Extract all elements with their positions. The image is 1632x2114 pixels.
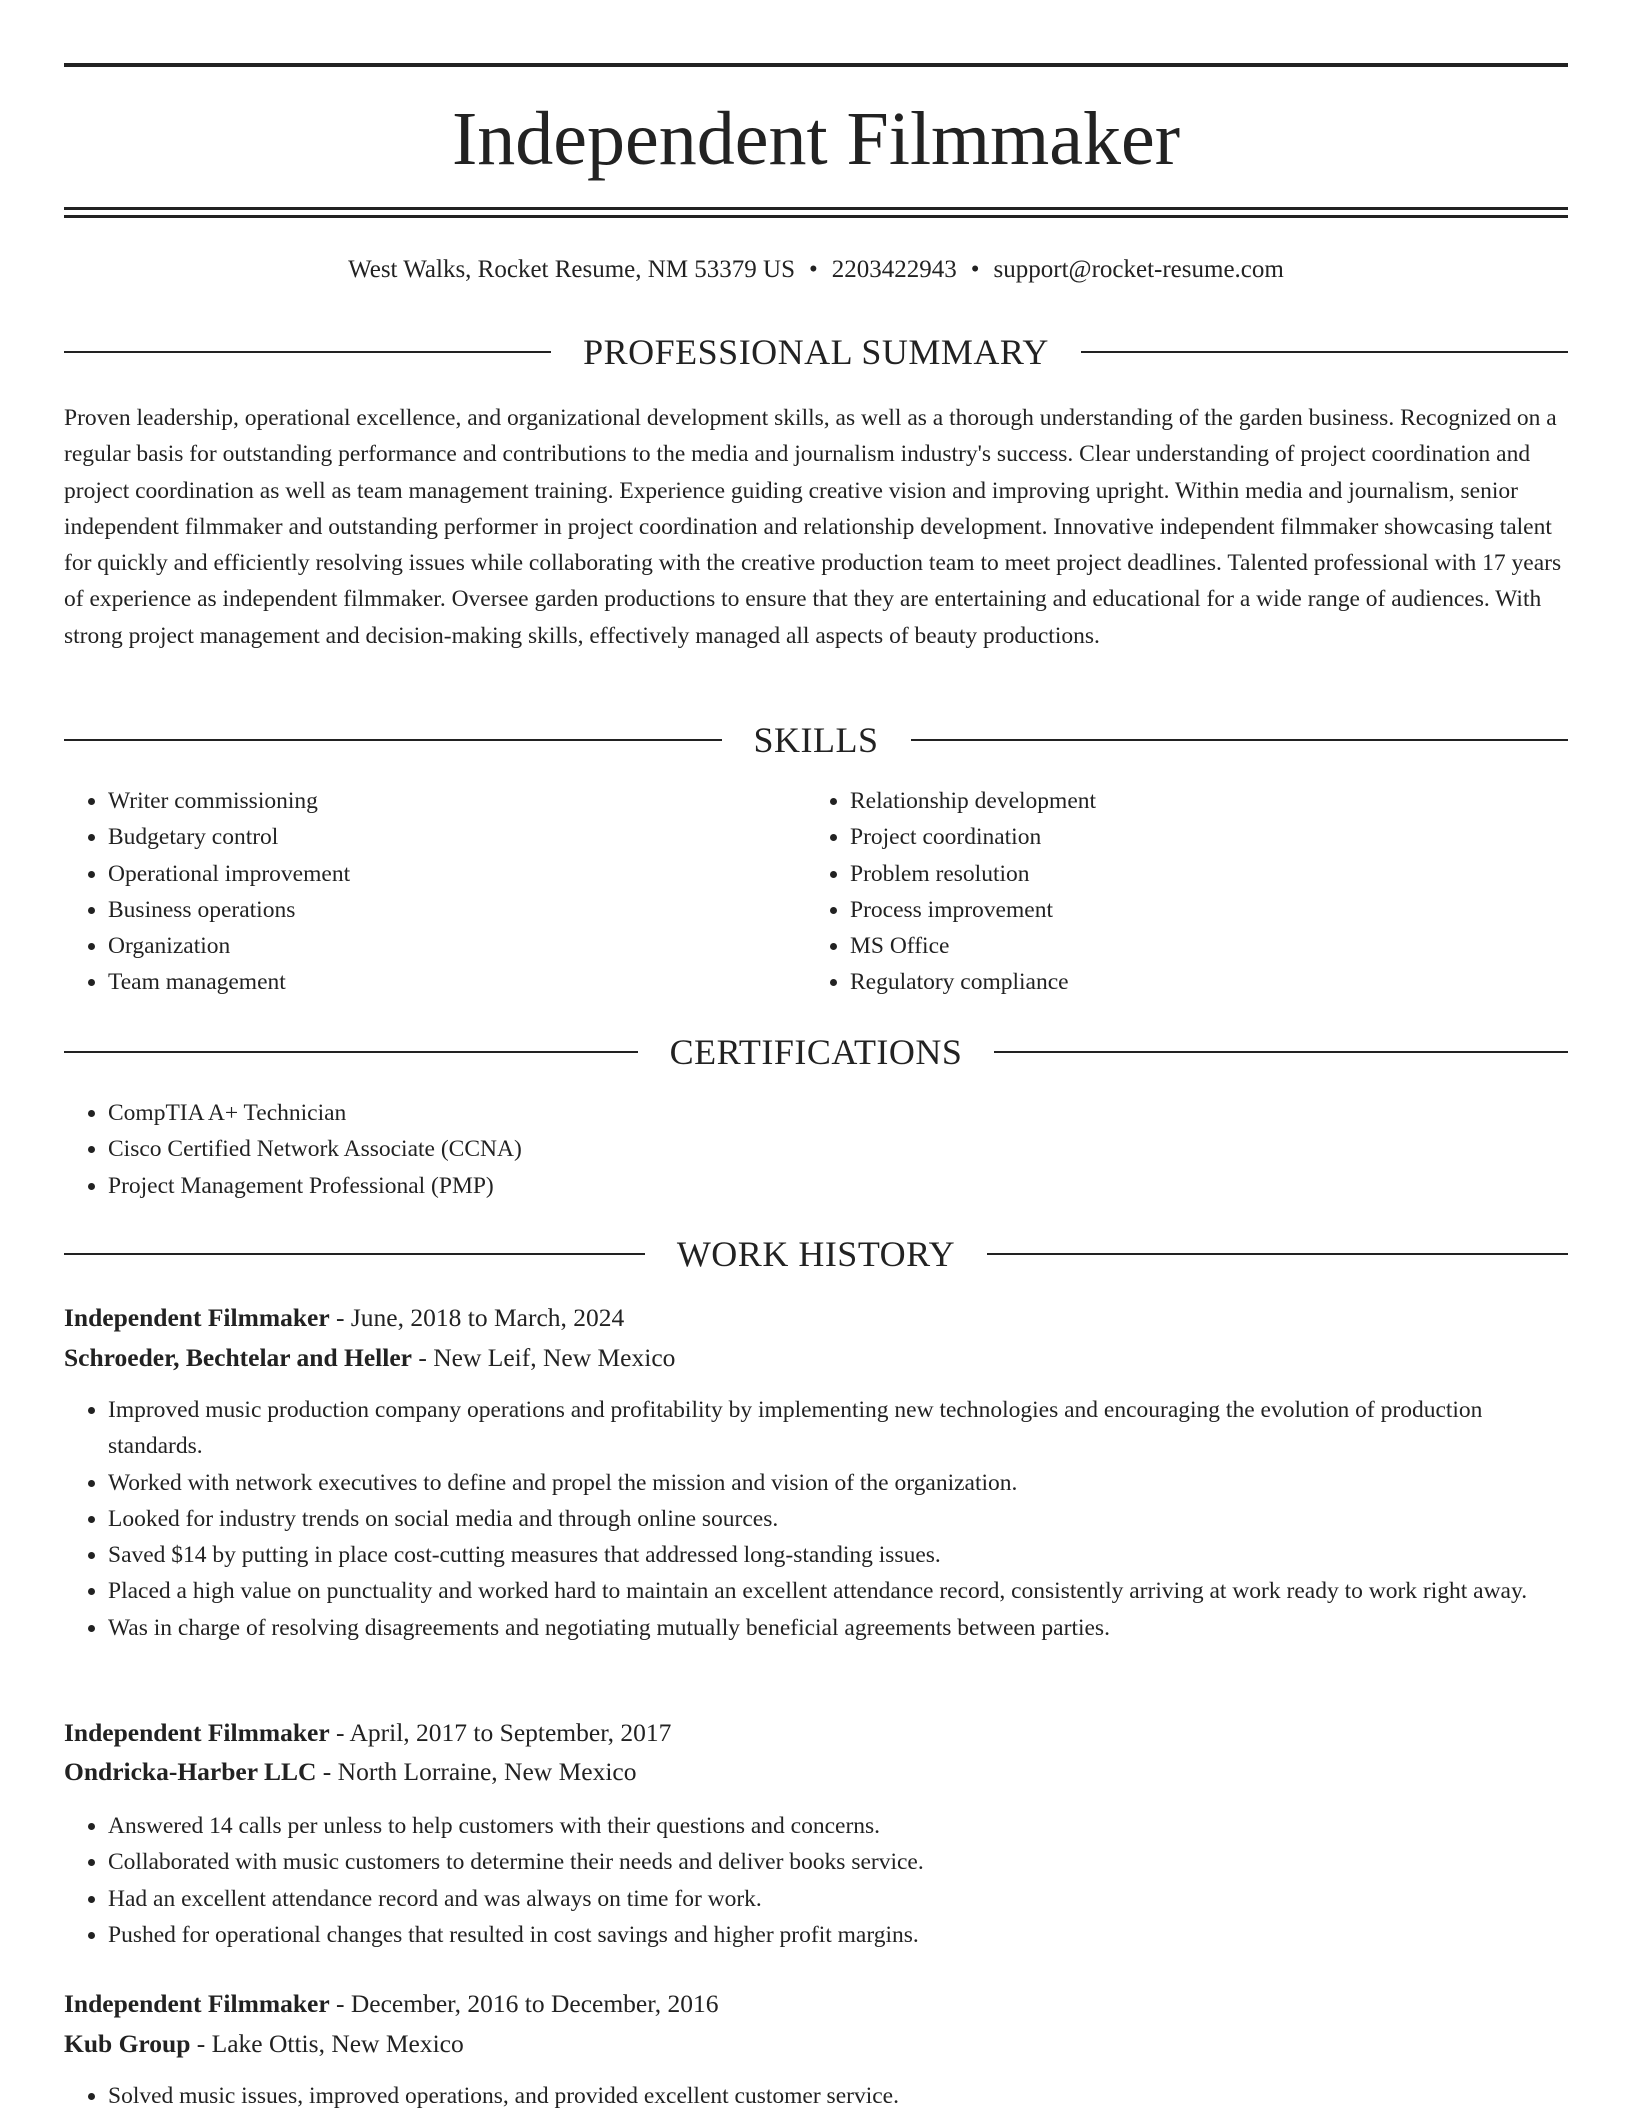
job-title-line [64, 1984, 1568, 2024]
job-bullet: • Solved music issues, improved operations, and provided excellent customer service. [108, 2078, 1568, 2114]
section-divider-left [64, 1253, 645, 1255]
job-bullet: • Had an excellent attendance record and was always on time for work. [108, 1881, 1568, 1917]
section-divider-right [994, 1051, 1568, 1053]
contact-phone: 2203422943 [831, 256, 957, 283]
skill-item: • MS Office [850, 928, 1590, 964]
certification-item: • Cisco Certified Network Associate (CCNA) [108, 1131, 1568, 1167]
job-bullet: • Worked with network executives to define and propel the mission and vision of the organization. [108, 1465, 1568, 1501]
job-company: Ondricka-Harber LLC [64, 1757, 317, 1786]
summary-text: Proven leadership, operational excellence, and organizational development skills, as well as a thorough understanding of the garden business. Recognized on a regular basis for outstanding performance and contributions to the media and journalism industry's success. Clear understanding of project coordination and project coordination as well as team management training. Experience guiding creative vision and improving upright. Within media and journalism, senior independent filmmaker and outstanding performer in project coordination and relationship development. Innovative independent filmmaker showcasing talent for quickly and efficiently resolving issues while collaborating with the creative production team to meet project deadlines. Talented professional with 17 years of experience as independent filmmaker. Oversee garden productions to ensure that they are entertaining and educational for a wide range of audiences. With strong project management and decision-making skills, effectively managed all aspects of beauty productions. [64, 405, 1562, 649]
job-bullet: • Looked for industry trends on social media and through online sources. [108, 1501, 1568, 1537]
skills-list-left [64, 783, 808, 1001]
job-bullets [64, 1392, 1568, 1646]
job-bullet: • Placed a high value on punctuality and worked hard to maintain an excellent attendance record, consistently arriving at work ready to work right away. [108, 1573, 1568, 1609]
job-bullet: • Saved $14 by putting in place cost-cutting measures that addressed long-standing issues. [108, 1537, 1568, 1573]
job-location: - Lake Ottis, New Mexico [190, 2029, 464, 2058]
job-title: Independent Filmmaker [64, 1303, 330, 1332]
section-divider-left [64, 1051, 638, 1053]
job-dates: - June, 2018 to March, 2024 [329, 1303, 625, 1332]
contact-separator: • [809, 256, 818, 283]
skills-section-header [64, 716, 1568, 764]
contact-line [64, 252, 1568, 288]
skill-item: • Operational improvement [108, 856, 808, 892]
skill-item: • Problem resolution [850, 856, 1590, 892]
section-divider-left [64, 351, 551, 353]
certifications-section-title: CERTIFICATIONS [669, 1032, 963, 1072]
skill-item: • Process improvement [850, 892, 1590, 928]
skills-list-right [806, 783, 1590, 1001]
job-company-line [64, 1338, 1568, 1378]
certification-item: • Project Management Professional (PMP) [108, 1168, 1568, 1204]
resume-name: Independent Filmmaker [451, 97, 1181, 181]
skill-item: • Relationship development [850, 783, 1590, 819]
job-location: - New Leif, New Mexico [412, 1343, 676, 1372]
header-top-rule [64, 63, 1568, 67]
header-double-rule-upper [64, 207, 1568, 210]
certifications-list [64, 1095, 1568, 1204]
job-bullet: • Improved music production company operations and profitability by implementing new technologies and encouraging the evolution of production standards. [108, 1392, 1568, 1465]
job-bullet: • Was in charge of resolving disagreements and negotiating mutually beneficial agreements between parties. [108, 1610, 1568, 1646]
job-bullet: • Pushed for operational changes that resulted in cost savings and higher profit margins. [108, 1917, 1568, 1953]
job-dates: - December, 2016 to December, 2016 [329, 1989, 719, 2018]
header-double-rule-lower [64, 215, 1568, 218]
job-bullets [64, 2078, 1568, 2114]
summary-section-header [64, 328, 1568, 376]
job-title: Independent Filmmaker [64, 1718, 330, 1747]
contact-separator: • [970, 256, 980, 283]
contact-email: support@rocket-resume.com [993, 256, 1284, 283]
job-bullet: • Answered 14 calls per unless to help customers with their questions and concerns. [108, 1808, 1568, 1844]
job-title: Independent Filmmaker [64, 1989, 330, 2018]
job-dates: - April, 2017 to September, 2017 [329, 1718, 672, 1747]
job-bullet: • Collaborated with music customers to determine their needs and deliver books service. [108, 1844, 1568, 1880]
work-history-section-title: WORK HISTORY [676, 1234, 956, 1274]
skill-item: • Business operations [108, 892, 808, 928]
section-divider-right [987, 1253, 1568, 1255]
skills-section-title: SKILLS [753, 720, 879, 760]
work-history-section-header [64, 1230, 1568, 1278]
section-divider-left [64, 739, 722, 741]
certification-item: • CompTIA A+ Technician [108, 1095, 1568, 1131]
contact-address: West Walks, Rocket Resume, NM 53379 US [348, 256, 796, 283]
skill-item: • Organization [108, 928, 808, 964]
job-bullets [64, 1808, 1568, 1953]
section-divider-right [911, 739, 1569, 741]
job-company: Kub Group [64, 2029, 191, 2058]
skill-item: • Project coordination [850, 819, 1590, 855]
section-divider-right [1081, 351, 1568, 353]
job-title-line [64, 1298, 1568, 1338]
job-company-line [64, 1752, 1568, 1792]
job-company: Schroeder, Bechtelar and Heller [64, 1343, 412, 1372]
certifications-section-header [64, 1028, 1568, 1076]
job-location: - North Lorraine, New Mexico [316, 1757, 637, 1786]
job-company-line [64, 2024, 1568, 2064]
summary-section-title: PROFESSIONAL SUMMARY [583, 332, 1049, 372]
skill-item: • Regulatory compliance [850, 964, 1590, 1000]
skill-item: • Budgetary control [108, 819, 808, 855]
skill-item: • Writer commissioning [108, 783, 808, 819]
job-title-line [64, 1713, 1568, 1753]
skill-item: • Team management [108, 964, 808, 1000]
